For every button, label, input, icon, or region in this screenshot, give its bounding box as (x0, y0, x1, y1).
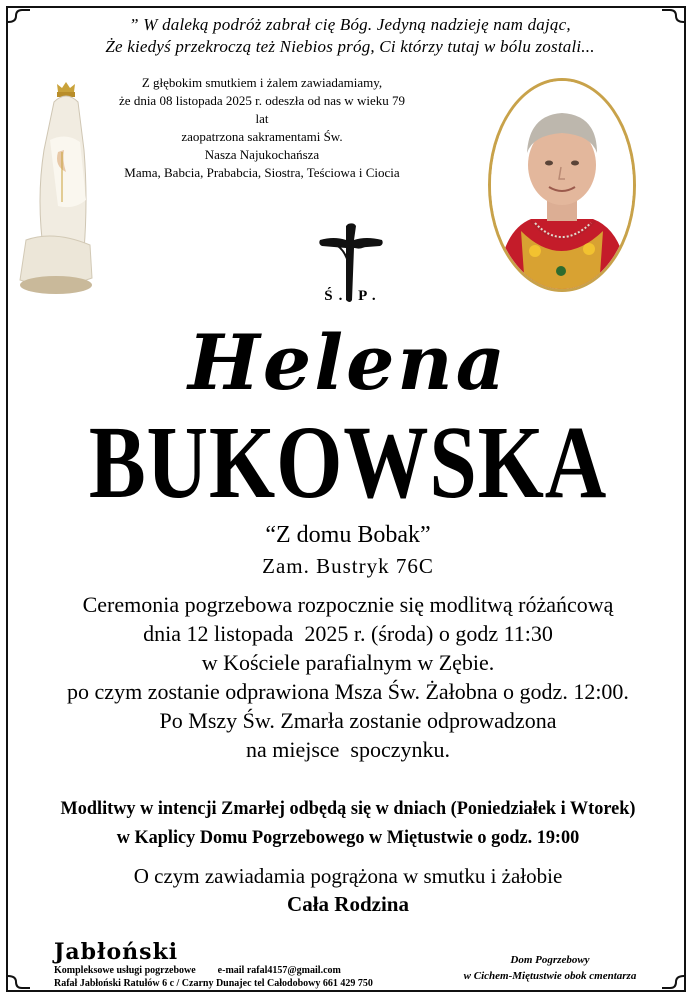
announcement-line: że dnia 08 listopada 2025 r. odeszła od nas w wieku 79 lat (119, 93, 405, 126)
death-announcement (112, 74, 412, 182)
home-line: Dom Pogrzebowy (510, 954, 590, 966)
portrait-photo (488, 78, 636, 292)
frame-corner-ornament (8, 8, 30, 30)
funeral-home-brand: Jabłoński (54, 939, 179, 965)
ceremony-line: Po Mszy Św. Zmarła zostanie odprowadzona (159, 708, 557, 733)
announcement-line: zaopatrzona sakramentami Św. (181, 129, 343, 144)
residence-address: Zam. Bustryk 76C (262, 554, 434, 578)
ceremony-line: na miejsce spoczynku. (245, 737, 451, 762)
maiden-name: “Z domu Bobak” (265, 522, 431, 548)
announcement-line: Mama, Babcia, Prababcia, Siostra, Teściowa i Ciocia (124, 165, 400, 180)
virgin-mary-statue (14, 80, 96, 298)
ceremony-line: Ceremonia pogrzebowa rozpocznie się modlitwą różańcową (82, 592, 614, 617)
sp-label: Ś. P. (324, 288, 382, 304)
announcement-line: Z głębokim smutkiem i żalem zawiadamiamy, (141, 75, 383, 90)
contact-text: Rafał Jabłoński Ratułów 6 c / Czarny Dunajec tel Całodobowy 661 429 750 (54, 978, 373, 989)
ceremony-line: w Kościele parafialnym w Zębie. (201, 650, 495, 675)
prayers-line: w Kaplicy Domu Pogrzebowego w Miętustwie o godz. 19:00 (116, 827, 580, 848)
ceremony-line: po czym zostanie odprawiona Msza Św. Żałobna o godz. 12:00. (67, 679, 629, 704)
family-notice: O czym zawiadamia pogrążona w smutku i żałobie (133, 864, 563, 888)
ceremony-details (0, 590, 696, 764)
verse-line: Że kiedyś przekroczą też Niebios próg, Ci którzy tutaj w bólu zostali... (105, 37, 595, 56)
prayers-info (14, 794, 682, 852)
deceased-first-name: Helena (188, 318, 508, 407)
home-line: w Cichem-Miętustwie obok cmentarza (463, 970, 637, 982)
announcement-line: Nasza Najukochańsza (204, 147, 320, 162)
verse-line: ” W daleką podróż zabrał cię Bóg. Jedyną nadzieję nam dając, (129, 15, 571, 34)
prayers-line: Modlitwy w intencji Zmarłej odbędą się w dniach (Poniedziałek i Wtorek) (60, 798, 636, 819)
deceased-last-name: BUKOWSKA (88, 405, 608, 520)
services-text: Kompleksowe usługi pogrzebowe (54, 965, 196, 976)
ceremony-line: dnia 12 listopada 2025 r. (środa) o godz 11:30 (143, 621, 553, 646)
memorial-verse (40, 14, 660, 58)
frame-corner-ornament (662, 8, 684, 30)
funeral-home-location (430, 952, 670, 984)
funeral-home-info (54, 940, 444, 990)
family-signature: Cała Rodzina (287, 892, 409, 916)
frame-corner-ornament (8, 968, 30, 990)
email-text: e-mail rafal4157@gmail.com (217, 965, 341, 976)
